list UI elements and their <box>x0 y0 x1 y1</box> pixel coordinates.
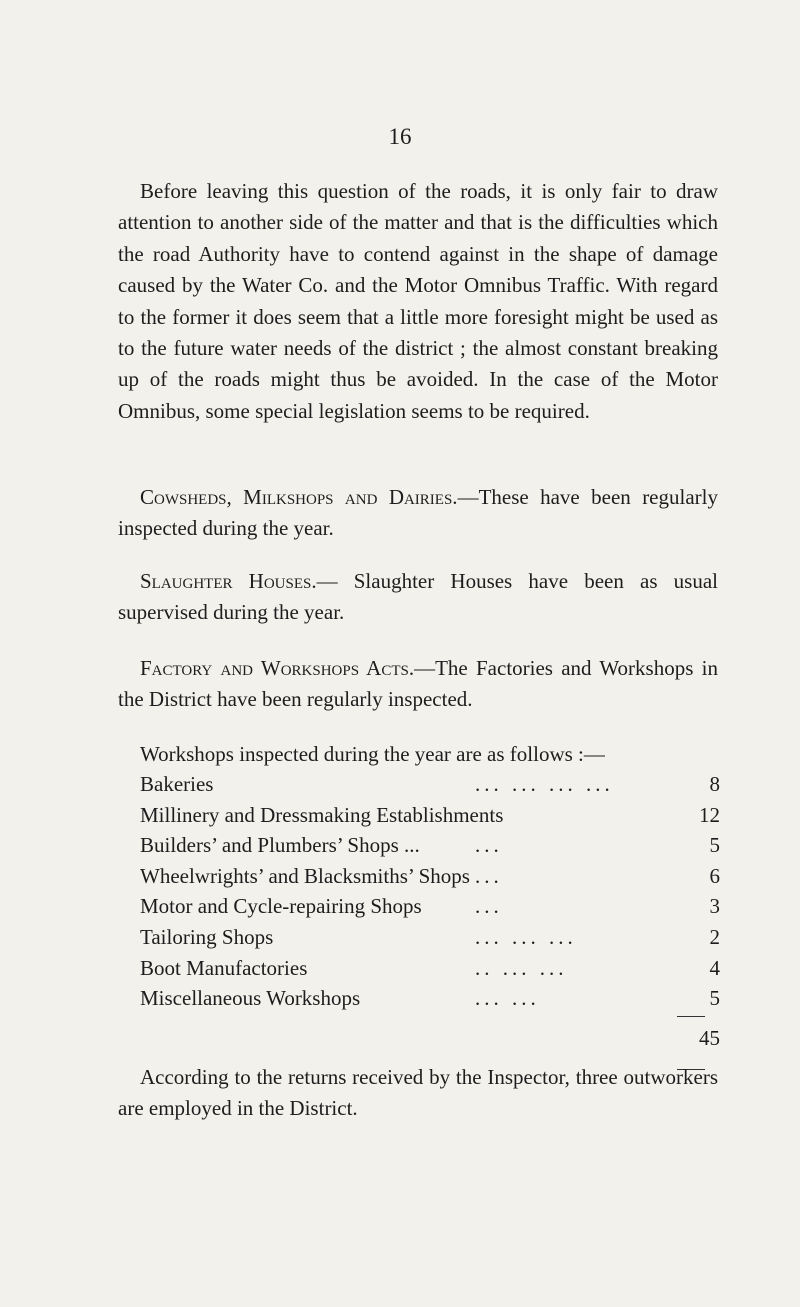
paragraph-cowsheds <box>118 482 718 545</box>
row-value: 4 <box>709 955 720 980</box>
table-row <box>140 953 720 984</box>
row-label: Millinery and Dressmaking Establishments <box>140 802 504 827</box>
row-value: 12 <box>699 802 720 827</box>
slaughter-heading: Slaughter Houses. <box>140 569 317 593</box>
row-label: Bakeries <box>140 772 214 796</box>
row-leader-dots: ... ... ... <box>475 924 577 949</box>
row-label: Motor and Cycle-repairing Shops <box>140 894 422 919</box>
table-row <box>140 891 720 922</box>
row-label: Miscellaneous Workshops <box>140 986 361 1011</box>
row-value: 5 <box>709 833 720 858</box>
slaughter-text: — Slaughter Houses have been as usual supervised during the year. <box>118 569 718 625</box>
paragraph-factory-acts <box>118 653 718 716</box>
page-number: 16 <box>388 124 412 149</box>
table-row <box>140 769 720 800</box>
workshops-table <box>140 769 720 1014</box>
table-row <box>140 800 720 831</box>
paragraph-slaughter-houses <box>118 566 718 629</box>
row-leader-dots: ... ... <box>475 986 540 1011</box>
row-label: Builders’ and Plumbers’ Shops ... <box>140 833 420 858</box>
row-label: Wheelwrights’ and Blacksmiths’ Shops <box>140 863 470 888</box>
row-value: 3 <box>709 894 720 919</box>
row-leader-dots: ... <box>475 863 503 888</box>
row-value: 2 <box>709 924 720 949</box>
cowsheds-heading: Cowsheds, Milkshops and Dairies. <box>140 485 458 509</box>
row-leader-dots: ... <box>475 833 503 858</box>
row-value: 8 <box>709 772 720 796</box>
workshops-intro: Workshops inspected during the year are as follows :— <box>140 742 605 766</box>
table-row <box>140 830 720 861</box>
table-row <box>140 861 720 892</box>
cowsheds-text: —These have been regularly inspected during the year. <box>118 485 718 541</box>
workshops-total: 45 <box>699 1026 720 1050</box>
table-row <box>140 922 720 953</box>
row-leader-dots: ... ... ... ... <box>475 772 614 796</box>
factory-heading: Factory and Workshops Acts. <box>140 656 415 680</box>
row-leader-dots: .. ... ... <box>475 955 568 980</box>
table-row <box>140 983 720 1014</box>
row-leader-dots: ... <box>475 894 503 919</box>
row-label: Boot Manufactories <box>140 955 308 980</box>
row-value: 6 <box>709 863 720 888</box>
row-label: Tailoring Shops <box>140 924 274 949</box>
paragraph-outworkers: According to the returns received by the Inspector, three outworkers are employed in the District. <box>118 1065 718 1121</box>
factory-text: —The Factories and Workshops in the District have been regularly inspected. <box>118 656 718 712</box>
total-rule-top <box>677 1016 705 1017</box>
row-value: 5 <box>709 986 720 1011</box>
paragraph-roads: Before leaving this question of the roads, it is only fair to draw attention to another side of the matter and that is the difficulties which the road Authority have to contend against in the shape of damage caused by the Water Co. and the Motor Omnibus Traffic. With regard to the former it does seem that a little more foresight might be used as to the future water needs of the district ; the almost constant breaking up of the roads might thus be avoided. In the case of the Motor Omnibus, some special legislation seems to be required. <box>118 179 718 423</box>
